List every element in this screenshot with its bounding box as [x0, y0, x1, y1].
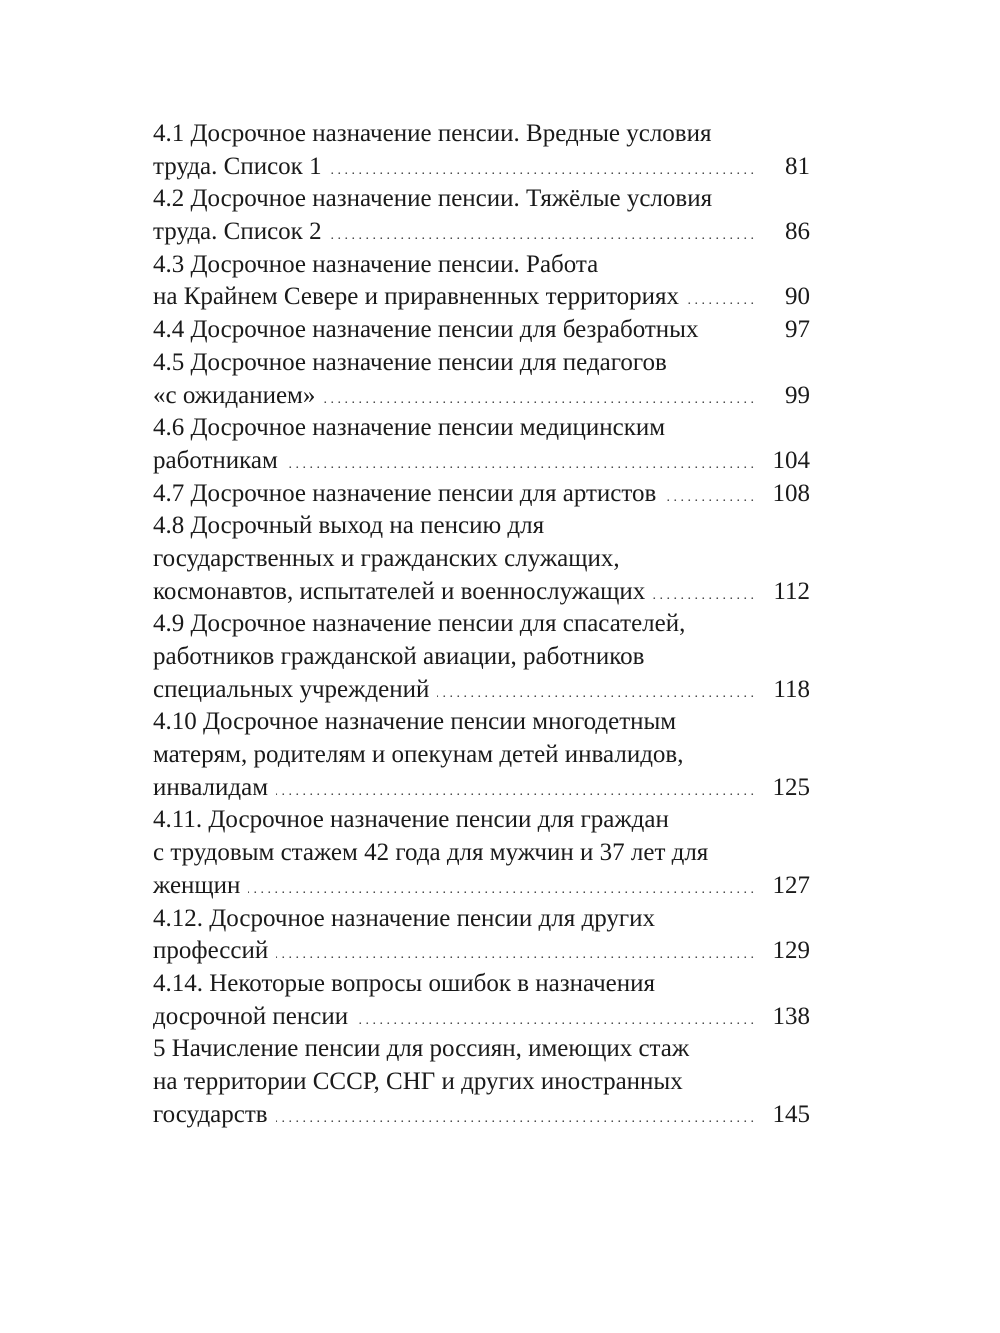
toc-entry-line: 4.11. Досрочное назначение пенсии для граждан	[153, 806, 669, 834]
toc-entry-line: работникам	[153, 446, 278, 474]
toc-entry-line: работников гражданской авиации, работников	[153, 643, 645, 670]
toc-entry-line: 4.12. Досрочное назначение пенсии для других	[153, 904, 656, 932]
toc-entry-line: профессий	[153, 937, 269, 965]
toc-entry-line: «с ожиданием»	[153, 381, 316, 409]
dot-leader	[276, 939, 754, 972]
table-of-contents	[153, 118, 810, 1131]
dot-leader	[330, 220, 754, 253]
page-number: 108	[772, 479, 810, 507]
page-number: 138	[772, 1002, 810, 1030]
page-number: 112	[773, 577, 810, 605]
toc-entry-line: досрочной пенсии	[153, 1002, 349, 1030]
toc-entry-line: 4.14. Некоторые вопросы ошибок в назначения	[153, 969, 656, 997]
page-number: 86	[785, 218, 810, 246]
toc-entry-line: на территории СССР, СНГ и других иностранных	[153, 1067, 683, 1095]
toc-entry[interactable]	[153, 510, 810, 608]
toc-entry[interactable]	[153, 183, 810, 248]
dot-leader	[323, 384, 754, 417]
toc-entry-line: космонавтов, испытателей и военнослужащих	[153, 577, 646, 605]
page-number: 90	[785, 283, 810, 311]
toc-entry-line: государств	[153, 1100, 268, 1128]
dot-leader	[276, 1103, 754, 1136]
toc-entry[interactable]	[153, 118, 810, 183]
toc-entry-line: женщин	[153, 871, 241, 899]
dot-leader	[437, 678, 754, 711]
toc-entry[interactable]	[153, 249, 810, 314]
toc-entry[interactable]	[153, 804, 810, 902]
toc-entry[interactable]	[153, 968, 810, 1033]
toc-entry-line: 4.1 Досрочное назначение пенсии. Вредные условия	[153, 120, 712, 147]
page-number: 145	[772, 1100, 810, 1128]
toc-entry-line: 4.10 Досрочное назначение пенсии многодетным	[153, 708, 677, 736]
toc-entry[interactable]	[153, 1033, 810, 1131]
toc-entry[interactable]	[153, 706, 810, 804]
page-number: 125	[772, 773, 810, 801]
dot-leader	[276, 776, 754, 809]
toc-entry-line: 4.5 Досрочное назначение пенсии для педагогов	[153, 348, 667, 376]
toc-entry-line: 4.4 Досрочное назначение пенсии для безработных	[153, 316, 699, 344]
toc-entry-line: матерям, родителям и опекунам детей инвалидов,	[153, 741, 684, 769]
toc-entry-line: 4.6 Досрочное назначение пенсии медицинским	[153, 414, 666, 442]
dot-leader	[330, 155, 754, 188]
toc-entry-line: специальных учреждений	[153, 675, 430, 703]
toc-entry-line: 5 Начисление пенсии для россиян, имеющих стаж	[153, 1035, 690, 1063]
dot-leader	[356, 1005, 754, 1038]
toc-entry-line: государственных и гражданских служащих,	[153, 544, 620, 572]
toc-entry[interactable]	[153, 903, 810, 968]
page-number: 118	[773, 675, 810, 703]
toc-entry[interactable]	[153, 347, 810, 412]
toc-entry-line: труда. Список 1	[153, 152, 322, 180]
toc-entry-line: 4.9 Досрочное назначение пенсии для спасателей,	[153, 610, 686, 638]
toc-entry[interactable]	[153, 314, 810, 347]
toc-entry[interactable]	[153, 608, 810, 706]
page-number: 129	[772, 937, 810, 965]
toc-entry-line: с трудовым стажем 42 года для мужчин и 37 лет для	[153, 839, 709, 867]
toc-entry-line: 4.2 Досрочное назначение пенсии. Тяжёлые условия	[153, 185, 713, 213]
toc-entry[interactable]	[153, 478, 810, 511]
toc-entry-line: 4.3 Досрочное назначение пенсии. Работа	[153, 250, 599, 278]
toc-entry-line: 4.8 Досрочный выход на пенсию для	[153, 512, 545, 540]
toc-entry-line: труда. Список 2	[153, 218, 322, 246]
page-number: 104	[772, 446, 810, 474]
page-number: 97	[785, 316, 810, 344]
toc-entry-line: на Крайнем Севере и приравненных территориях	[153, 283, 680, 311]
toc-entry-line: инвалидам	[153, 773, 269, 801]
toc-entry-line: 4.7 Досрочное назначение пенсии для артистов	[153, 479, 657, 507]
dot-leader	[664, 482, 754, 515]
page-number: 127	[772, 871, 810, 899]
dot-leader	[248, 874, 754, 907]
toc-entry[interactable]	[153, 412, 810, 477]
dot-leader	[653, 580, 754, 613]
page-number: 81	[785, 152, 810, 180]
page-number: 99	[785, 381, 810, 409]
